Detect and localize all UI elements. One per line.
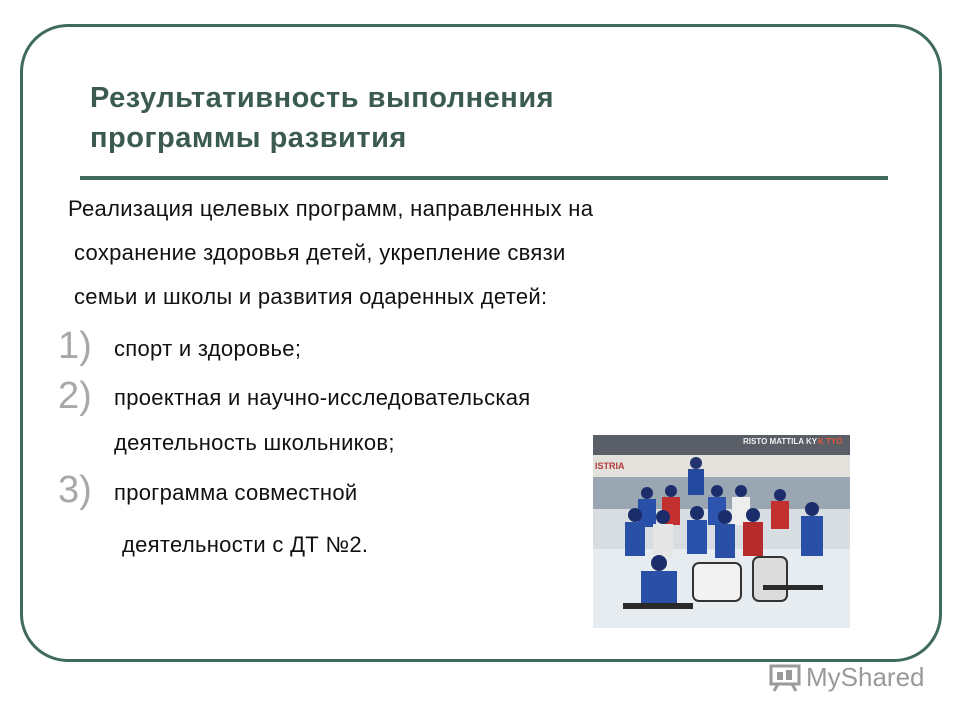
banner-text-1: ISTRIA [595, 461, 625, 471]
title-line-1: Результативность выполнения [90, 82, 555, 114]
title-divider [80, 176, 888, 180]
title-line-2: программы развития [90, 122, 407, 154]
intro-line-3: семьи и школы и развития одаренных детей: [74, 284, 548, 309]
intro-line-1: Реализация целевых программ, направленных на [68, 196, 594, 221]
slide-title [90, 78, 790, 158]
list-item-3: программа совместной [114, 480, 358, 505]
list-item-2-cont: деятельность школьников; [114, 430, 395, 455]
myshared-watermark [768, 660, 925, 694]
list-number-3: 3) [58, 469, 92, 511]
banner-text-2: RISTO MATTILA KY [743, 437, 818, 446]
list-number-2: 2) [58, 375, 92, 417]
list-item-2: проектная и научно-исследовательская [114, 385, 531, 410]
list-item-3-cont: деятельности с ДТ №2. [122, 532, 369, 557]
hockey-photo-illustration [593, 435, 850, 628]
intro-line-2: сохранение здоровья детей, укрепление связи [74, 240, 566, 265]
watermark-text: MyShared [806, 661, 925, 692]
list-item-1: спорт и здоровье; [114, 336, 302, 361]
banner-text-3: K TYÖ [818, 437, 843, 446]
list-number-1: 1) [58, 325, 92, 367]
hockey-team-photo [593, 435, 850, 628]
presentation-board-icon [768, 662, 802, 692]
